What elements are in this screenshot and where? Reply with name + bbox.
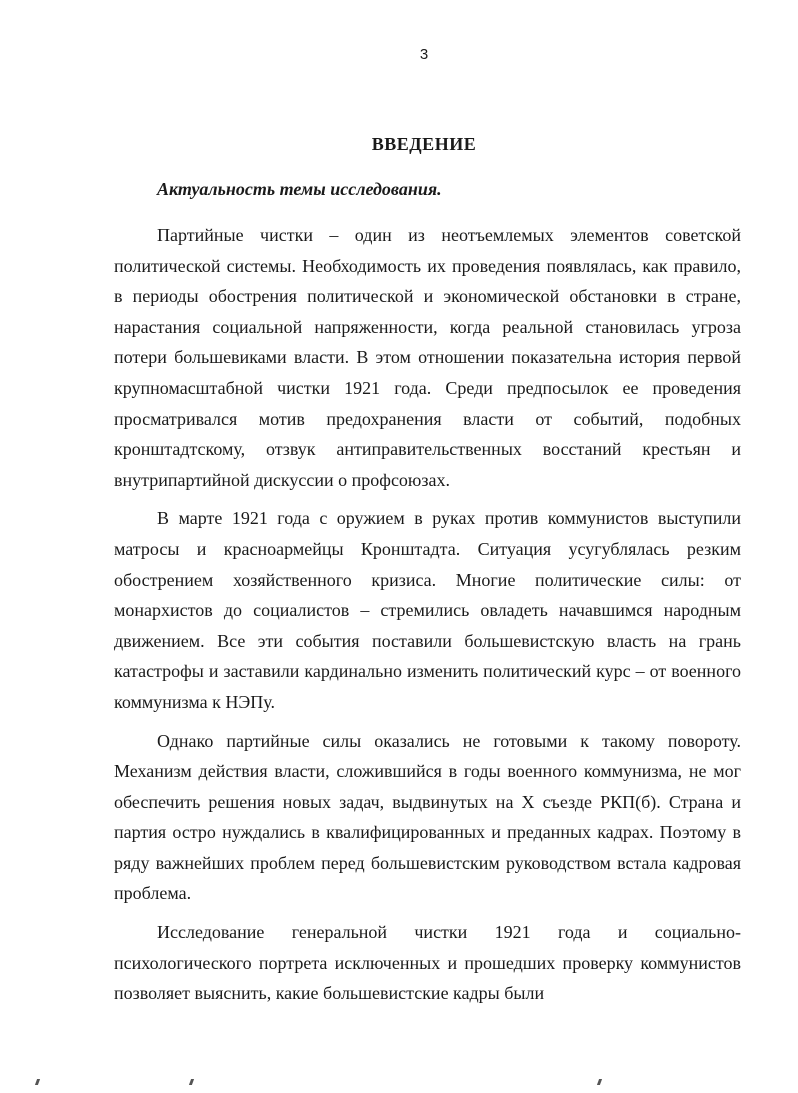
scan-mark [189, 1079, 194, 1085]
page-number: 3 [419, 46, 429, 63]
section-heading: ВВЕДЕНИЕ [371, 134, 477, 154]
scan-mark [35, 1079, 40, 1085]
body-text [114, 220, 741, 1009]
paragraph: Партийные чистки – один из неотъемлемых элементов советской политической системы. Необходимость их проведения появлялась, как правило, в периоды обострения политической и экономической обстановки в стране, нарастания социальной напряженности, когда реальной становилась угроза потери большевиками власти. В этом отношении показательна история первой крупномасштабной чистки 1921 года. Среди предпосылок ее проведения просматривался мотив предохранения власти от событий, подобных кронштадтскому, отзвук антиправительственных восстаний крестьян и внутрипартийной дискуссии о профсоюзах. [114, 225, 741, 490]
paragraph: Исследование генеральной чистки 1921 года и социально-психологического портрета исключенных и прошедших проверку коммунистов позволяет выяснить, какие большевистские кадры были [114, 922, 741, 1004]
scan-mark [597, 1079, 602, 1085]
paragraph: В марте 1921 года с оружием в руках против коммунистов выступили матросы и красноармейцы Кронштадта. Ситуация усугублялась резким обострением хозяйственного кризиса. Многие политические силы: от монархистов до социалистов – стремились овладеть начавшимся народным движением. Все эти события поставили большевистскую власть на грань катастрофы и заставили кардинально изменить политический курс – от военного коммунизма к НЭПу. [114, 508, 741, 712]
section-subheading: Актуальность темы исследования. [157, 179, 442, 199]
paragraph: Однако партийные силы оказались не готовыми к такому повороту. Механизм действия власти, сложившийся в годы военного коммунизма, не мог обеспечить решения новых задач, выдвинутых на X съезде РКП(б). Страна и партия остро нуждались в квалифицированных и преданных кадрах. Поэтому в ряду важнейших проблем перед большевистским руководством встала кадровая проблема. [114, 730, 741, 904]
